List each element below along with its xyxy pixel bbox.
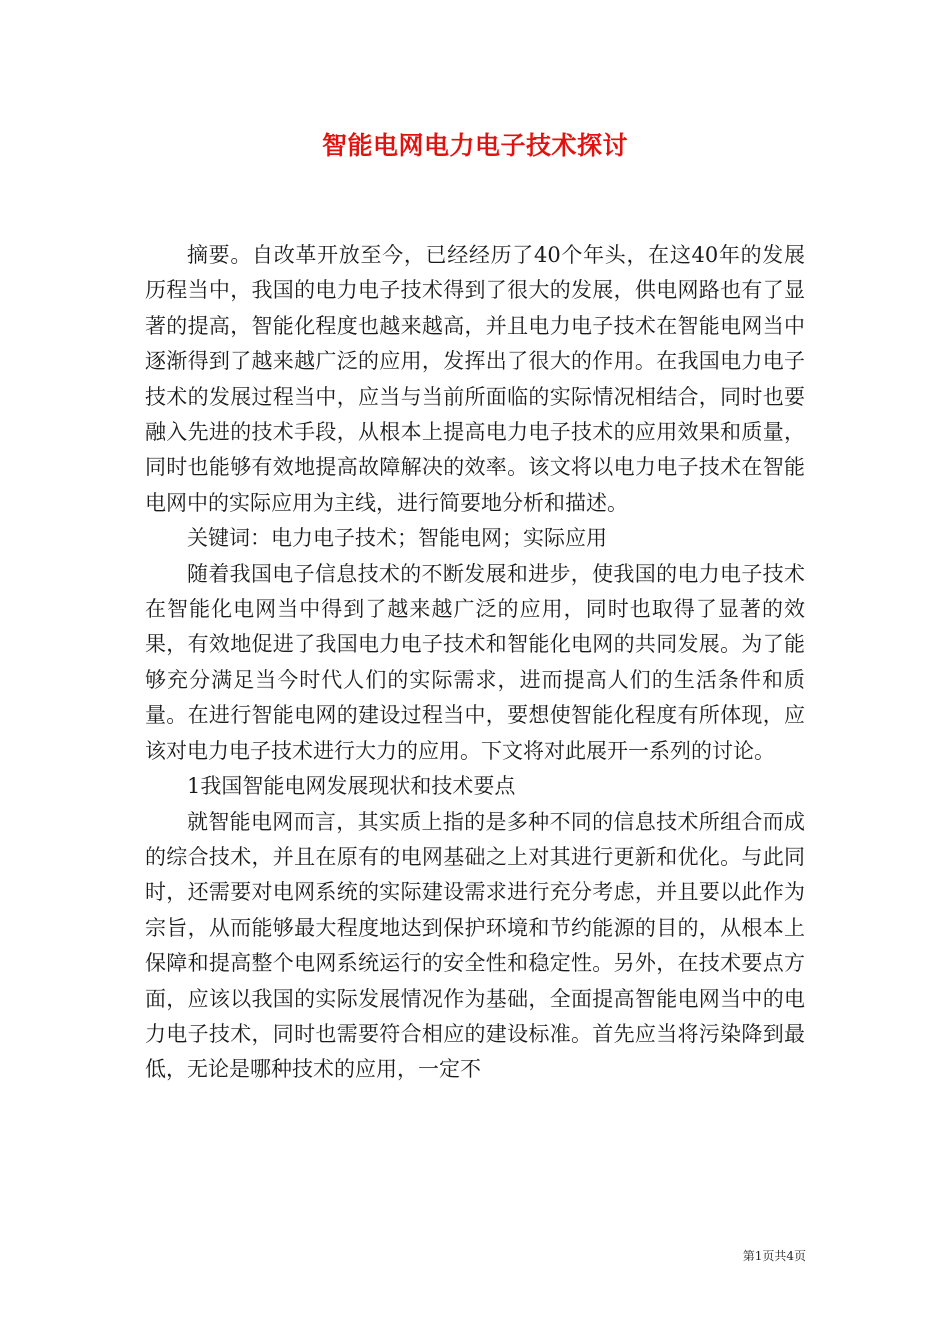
abstract-paragraph: 摘要。自改革开放至今，已经经历了40个年头，在这40年的发展历程当中，我国的电力电子技术得到了很大的发展，供电网路也有了显著的提高，智能化程度也越来越高，并且电力电子技术在智能电网当中逐渐得到了越来越广泛的应用，发挥出了很大的作用。在我国电力电子技术的发展过程当中，应当与当前所面临的实际情况相结合，同时也要融入先进的技术手段，从根本上提高电力电子技术的应用效果和质量，同时也能够有效地提高故障解决的效率。该文将以电力电子技术在智能电网中的实际应用为主线，进行简要地分析和描述。: [145, 243, 805, 515]
document-body: [145, 238, 805, 1088]
section-heading: 1我国智能电网发展现状和技术要点: [187, 774, 516, 799]
keywords-paragraph: 关键词：电力电子技术；智能电网；实际应用: [187, 526, 607, 551]
document-title: 智能电网电力电子技术探讨: [321, 131, 628, 160]
page-number: 第1页共4页: [742, 1249, 806, 1263]
section-paragraph: 就智能电网而言，其实质上指的是多种不同的信息技术所组合而成的综合技术，并且在原有的电网基础之上对其进行更新和优化。与此同时，还需要对电网系统的实际建设需求进行充分考虑，并且要以此作为宗旨，从而能够最大程度地达到保护环境和节约能源的目的，从根本上保障和提高整个电网系统运行的安全性和稳定性。另外，在技术要点方面，应该以我国的实际发展情况作为基础，全面提高智能电网当中的电力电子技术，同时也需要符合相应的建设标准。首先应当将污染降到最低，无论是哪种技术的应用，一定不: [145, 809, 805, 1082]
intro-paragraph: 随着我国电子信息技术的不断发展和进步，使我国的电力电子技术在智能化电网当中得到了越来越广泛的应用，同时也取得了显著的效果，有效地促进了我国电力电子技术和智能化电网的共同发展。为了能够充分满足当今时代人们的实际需求，进而提高人们的生活条件和质量。在进行智能电网的建设过程当中，要想使智能化程度有所体现，应该对电力电子技术进行大力的应用。下文将对此展开一系列的讨论。: [145, 561, 805, 763]
